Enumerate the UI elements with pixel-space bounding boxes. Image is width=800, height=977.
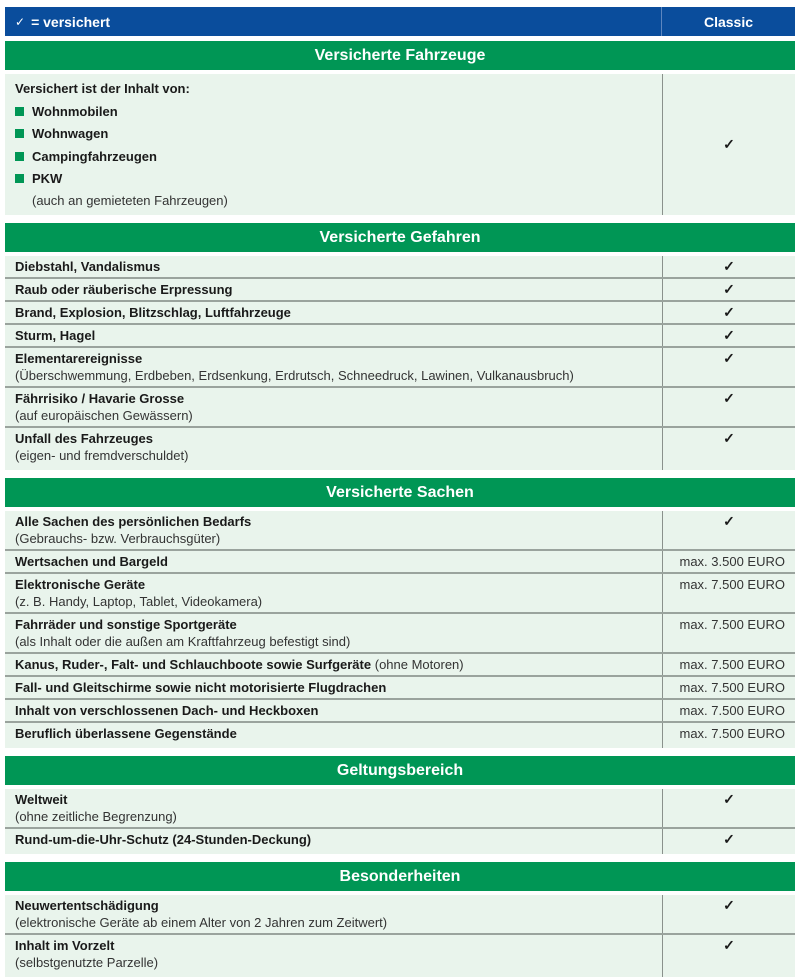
legend-label: = versichert [31, 13, 111, 30]
section-title: Versicherte Gefahren [5, 223, 795, 252]
table-row: Kanus, Ruder-, Falt- und Schlauchboote sowie Surfgeräte (ohne Motoren) max. 7.500 EURO [5, 652, 795, 675]
check-icon: ✓ [723, 258, 735, 274]
section-title: Versicherte Sachen [5, 478, 795, 507]
coverage-table [5, 7, 795, 977]
table-row: Beruflich überlassene Gegenstände max. 7.500 EURO [5, 721, 795, 748]
table-row: Inhalt von verschlossenen Dach- und Heckboxen max. 7.500 EURO [5, 698, 795, 721]
table-row [5, 74, 795, 215]
table-row: Alle Sachen des persönlichen Bedarfs (Gebrauchs- bzw. Verbrauchsgüter) ✓ [5, 511, 795, 549]
table-row: Unfall des Fahrzeuges (eigen- und fremdverschuldet) ✓ [5, 426, 795, 470]
table-row: Brand, Explosion, Blitzschlag, Luftfahrzeuge ✓ [5, 300, 795, 323]
section-versicherte-fahrzeuge [5, 41, 795, 215]
check-icon: ✓ [723, 281, 735, 297]
bullet-square-icon [15, 107, 24, 116]
check-icon: ✓ [723, 513, 735, 529]
limit-value: max. 3.500 EURO [679, 554, 785, 569]
section-geltungsbereich [5, 756, 795, 854]
bullet-square-icon [15, 174, 24, 183]
table-row: Raub oder räuberische Erpressung ✓ [5, 277, 795, 300]
check-icon: ✓ [723, 937, 735, 953]
list-item: Wohnmobilen [15, 100, 652, 123]
check-icon: ✓ [723, 350, 735, 366]
table-row: Wertsachen und Bargeld max. 3.500 EURO [5, 549, 795, 572]
check-icon: ✓ [723, 430, 735, 446]
table-row: Fährrisiko / Havarie Grosse (auf europäischen Gewässern) ✓ [5, 386, 795, 426]
check-icon: ✓ [723, 136, 735, 152]
section-title: Geltungsbereich [5, 756, 795, 785]
table-row: Rund-um-die-Uhr-Schutz (24-Stunden-Deckung) ✓ [5, 827, 795, 854]
list-item: PKW [15, 168, 652, 191]
table-row: Inhalt im Vorzelt (selbstgenutzte Parzelle) ✓ [5, 933, 795, 977]
limit-value: max. 7.500 EURO [679, 680, 785, 695]
list-item: Campingfahrzeugen [15, 145, 652, 168]
check-icon: ✓ [723, 327, 735, 343]
table-row: Neuwertentschädigung (elektronische Geräte ab einem Alter von 2 Jahren zum Zeitwert) ✓ [5, 895, 795, 933]
bullet-square-icon [15, 129, 24, 138]
check-icon: ✓ [723, 791, 735, 807]
table-row: Elektronische Geräte (z. B. Handy, Laptop, Tablet, Videokamera) max. 7.500 EURO [5, 572, 795, 612]
intro-text: Versichert ist der Inhalt von: [15, 81, 190, 96]
section-title: Besonderheiten [5, 862, 795, 891]
table-row: Sturm, Hagel ✓ [5, 323, 795, 346]
check-icon: ✓ [723, 390, 735, 406]
check-icon: ✓ [723, 897, 735, 913]
section-besonderheiten [5, 862, 795, 977]
table-row: Elementarereignisse (Überschwemmung, Erdbeben, Erdsenkung, Erdrutsch, Schneedruck, Lawinen, Vulkanausbruch) ✓ [5, 346, 795, 386]
limit-value: max. 7.500 EURO [679, 577, 785, 592]
table-row: Fahrräder und sonstige Sportgeräte (als Inhalt oder die außen am Kraftfahrzeug befestigt sind) max. 7.500 EURO [5, 612, 795, 652]
section-versicherte-gefahren [5, 223, 795, 470]
limit-value: max. 7.500 EURO [679, 703, 785, 718]
column-header-classic: Classic [703, 13, 754, 30]
section-title: Versicherte Fahrzeuge [5, 41, 795, 70]
legend-cell [5, 7, 662, 36]
table-row: Diebstahl, Vandalismus ✓ [5, 256, 795, 277]
table-row: Fall- und Gleitschirme sowie nicht motorisierte Flugdrachen max. 7.500 EURO [5, 675, 795, 698]
check-icon: ✓ [723, 304, 735, 320]
table-header [5, 7, 795, 36]
limit-value: max. 7.500 EURO [679, 657, 785, 672]
table-row: Weltweit (ohne zeitliche Begrenzung) ✓ [5, 789, 795, 827]
bullet-square-icon [15, 152, 24, 161]
section-versicherte-sachen [5, 478, 795, 748]
note-text: (auch an gemieteten Fahrzeugen) [32, 193, 228, 208]
limit-value: max. 7.500 EURO [679, 617, 785, 632]
check-icon: ✓ [15, 14, 26, 29]
limit-value: max. 7.500 EURO [679, 726, 785, 741]
list-item: Wohnwagen [15, 123, 652, 146]
check-icon: ✓ [723, 831, 735, 847]
vehicle-list [15, 100, 652, 190]
